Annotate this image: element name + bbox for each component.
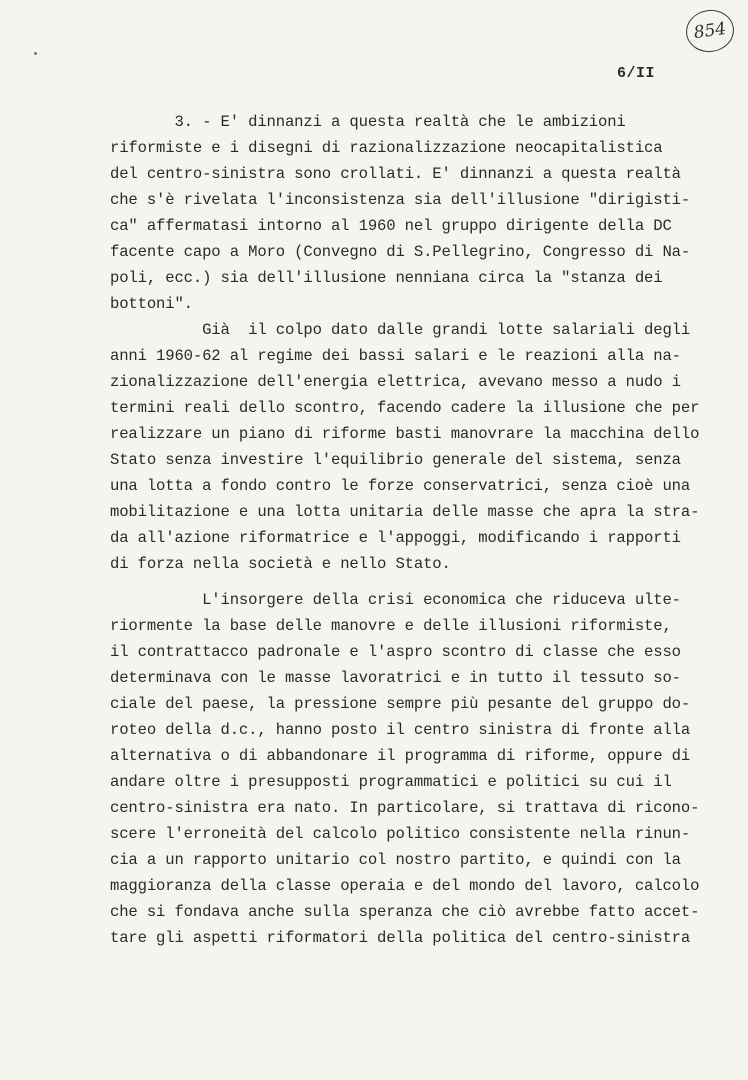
text-line: roteo della d.c., hanno posto il centro sinistra di fronte alla xyxy=(110,721,691,739)
text-line: riformiste e i disegni di razionalizzazione neocapitalistica xyxy=(110,139,663,157)
text-line: Stato senza investire l'equilibrio generale del sistema, senza xyxy=(110,451,681,469)
text-line: che si fondava anche sulla speranza che ciò avrebbe fatto accet- xyxy=(110,903,700,921)
text-line: 3. - E' dinnanzi a questa realtà che le ambizioni xyxy=(110,113,626,131)
text-line: ca" affermatasi intorno al 1960 nel gruppo dirigente della DC xyxy=(110,217,672,235)
text-line: andare oltre i presupposti programmatici e politici su cui il xyxy=(110,773,672,791)
text-line: termini reali dello scontro, facendo cadere la illusione che per xyxy=(110,399,700,417)
text-line: maggioranza della classe operaia e del mondo del lavoro, calcolo xyxy=(110,877,700,895)
text-line: anni 1960-62 al regime dei bassi salari e le reazioni alla na- xyxy=(110,347,681,365)
text-line: scere l'erroneità del calcolo politico consistente nella rinun- xyxy=(110,825,691,843)
text-line: da all'azione riformatrice e l'appoggi, modificando i rapporti xyxy=(110,529,681,547)
text-line: riormente la base delle manovre e delle illusioni riformiste, xyxy=(110,617,672,635)
text-line: il contrattacco padronale e l'aspro scontro di classe che esso xyxy=(110,643,681,661)
text-line: una lotta a fondo contro le forze conservatrici, senza cioè una xyxy=(110,477,691,495)
text-line: bottoni". xyxy=(110,295,193,313)
text-line: cia a un rapporto unitario col nostro partito, e quindi con la xyxy=(110,851,681,869)
text-line: di forza nella società e nello Stato. xyxy=(110,555,451,573)
text-line: mobilitazione e una lotta unitaria delle masse che apra la stra- xyxy=(110,503,700,521)
text-line: centro-sinistra era nato. In particolare, si trattava di ricono- xyxy=(110,799,700,817)
page-number: 6/II xyxy=(617,65,656,82)
text-line: realizzare un piano di riforme basti manovrare la macchina dello xyxy=(110,425,700,443)
text-line: ciale del paese, la pressione sempre più pesante del gruppo do- xyxy=(110,695,691,713)
text-line: che s'è rivelata l'inconsistenza sia dell'illusione "dirigisti- xyxy=(110,191,691,209)
text-line: tare gli aspetti riformatori della politica del centro-sinistra xyxy=(110,929,691,947)
text-line: determinava con le masse lavoratrici e in tutto il tessuto so- xyxy=(110,669,681,687)
text-line: Già il colpo dato dalle grandi lotte salariali degli xyxy=(110,321,691,339)
text-line: zionalizzazione dell'energia elettrica, avevano messo a nudo i xyxy=(110,373,681,391)
text-line: L'insorgere della crisi economica che riduceva ulte- xyxy=(110,591,681,609)
text-line: poli, ecc.) sia dell'illusione nenniana circa la "stanza dei xyxy=(110,269,663,287)
archive-page-stamp: 854 xyxy=(683,7,736,55)
text-line: facente capo a Moro (Convegno di S.Pellegrino, Congresso di Na- xyxy=(110,243,691,261)
text-line: alternativa o di abbandonare il programma di riforme, oppure di xyxy=(110,747,691,765)
scan-speck xyxy=(34,52,37,55)
text-line: del centro-sinistra sono crollati. E' dinnanzi a questa realtà xyxy=(110,165,681,183)
